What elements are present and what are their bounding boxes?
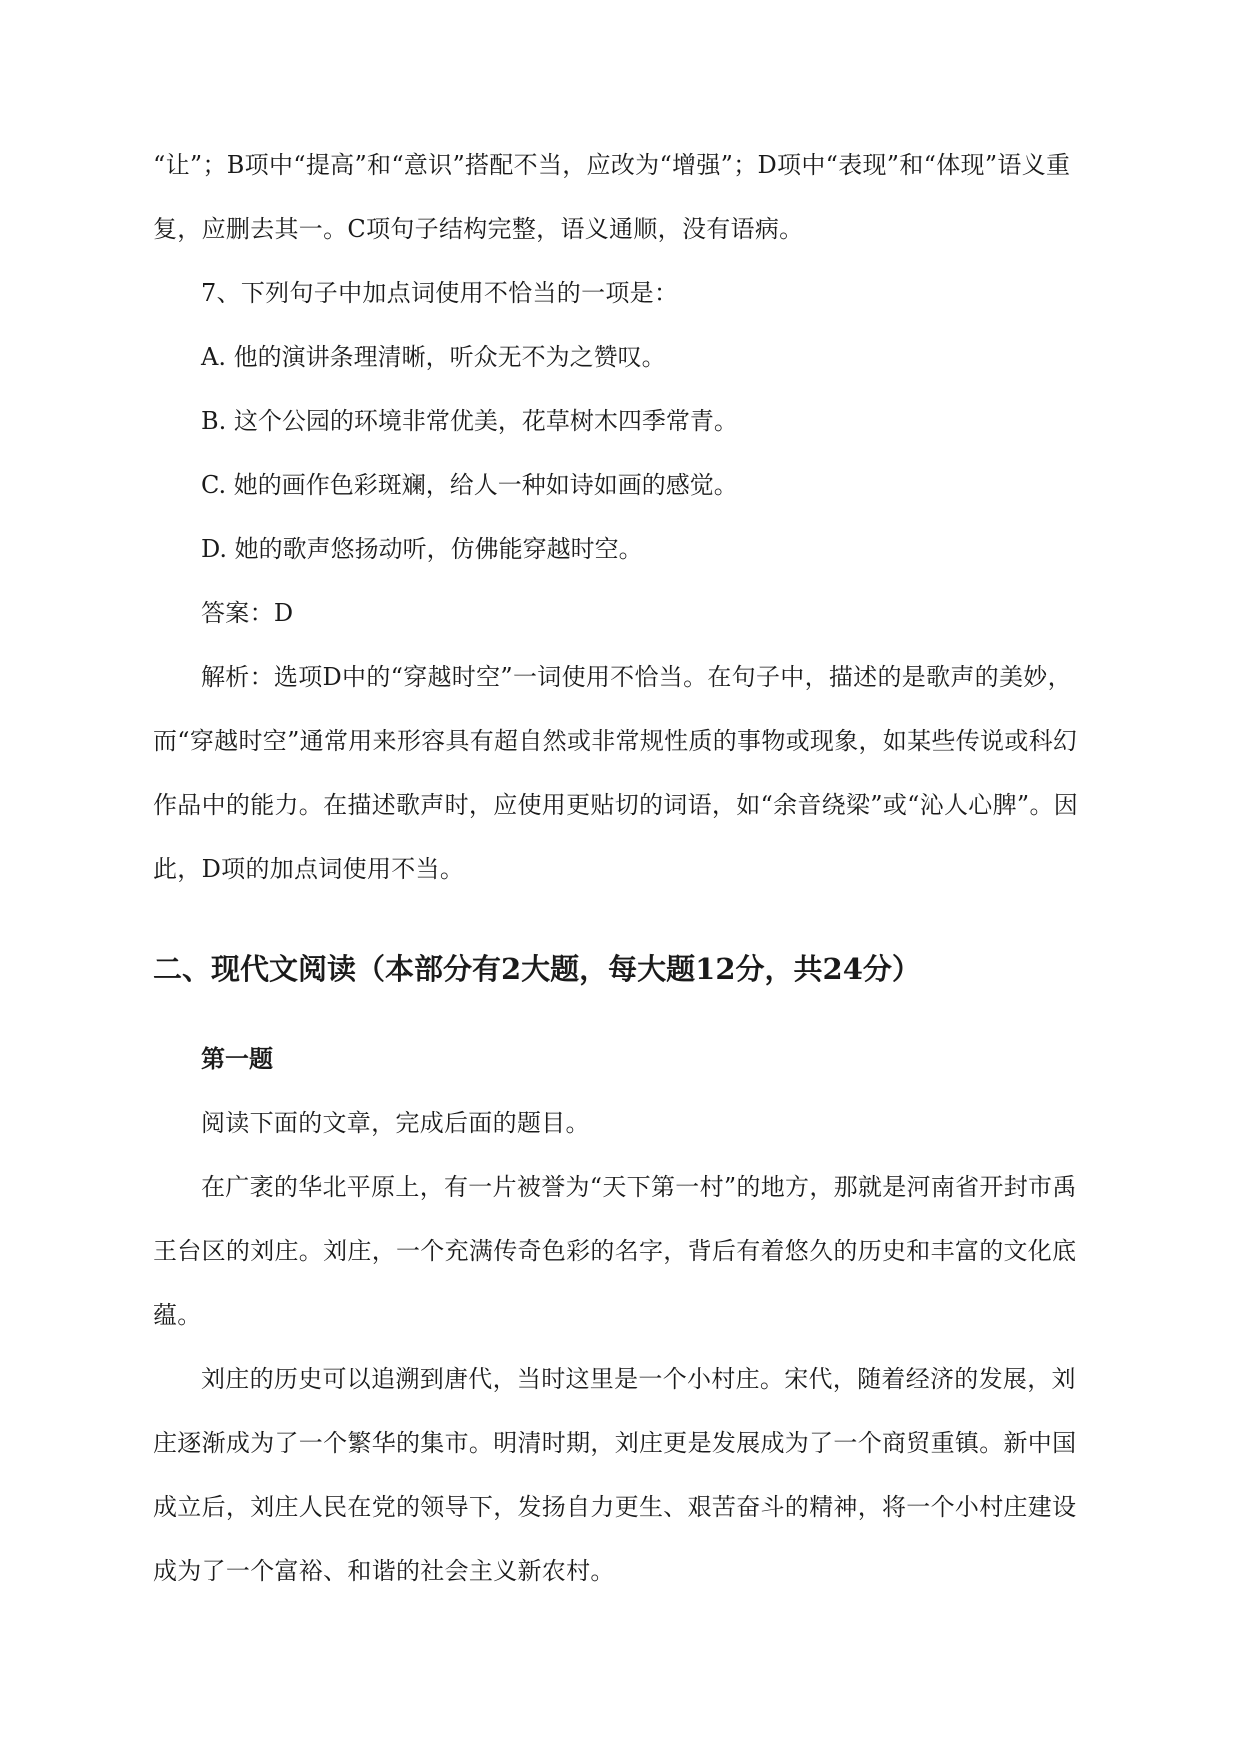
article-paragraph: 刘庄的历史可以追溯到唐代，当时这里是一个小村庄。宋代，随着经济的发展，刘庄逐渐成为了一个繁华的集市。明清时期，刘庄更是发展成为了一个商贸重镇。新中国成立后，刘庄人民在党的领导下，发扬自力更生、艰苦奋斗的精神，将一个小村庄建设成为了一个富裕、和谐的社会主义新农村。 <box>153 1365 1077 1585</box>
option-c: C. 她的画作色彩斑斓，给人一种如诗如画的感觉。 <box>201 471 738 499</box>
question-7-stem: 7、下列句子中加点词使用不恰当的一项是： <box>201 279 679 307</box>
analysis-paragraph: 解析：选项D中的“穿越时空”一词使用不恰当。在句子中，描述的是歌声的美妙，而“穿越时空”通常用来形容具有超自然或非常规性质的事物或现象，如某些传说或科幻作品中的能力。在描述歌声时，应使用更贴切的词语，如“余音绕梁”或“沁人心脾”。因此，D项的加点词使用不当。 <box>153 663 1079 883</box>
previous-analysis-paragraph: “让”；B项中“提高”和“意识”搭配不当，应改为“增强”；D项中“表现”和“体现”语义重复，应删去其一。C项句子结构完整，语义通顺，没有语病。 <box>153 151 1071 243</box>
sub-heading: 第一题 <box>201 1044 273 1073</box>
article-paragraph: 在广袤的华北平原上，有一片被誉为“天下第一村”的地方，那就是河南省开封市禹王台区的刘庄。刘庄，一个充满传奇色彩的名字，背后有着悠久的历史和丰富的文化底蕴。 <box>153 1173 1077 1329</box>
option-b: B. 这个公园的环境非常优美，花草树木四季常青。 <box>201 407 738 435</box>
reading-instruction: 阅读下面的文章，完成后面的题目。 <box>201 1109 590 1137</box>
option-a: A. 他的演讲条理清晰，听众无不为之赞叹。 <box>201 343 666 371</box>
answer-line: 答案：D <box>201 599 294 627</box>
section-heading: 二、现代文阅读（本部分有2大题，每大题12分，共24分） <box>153 952 921 986</box>
option-d: D. 她的歌声悠扬动听，仿佛能穿越时空。 <box>201 535 643 563</box>
